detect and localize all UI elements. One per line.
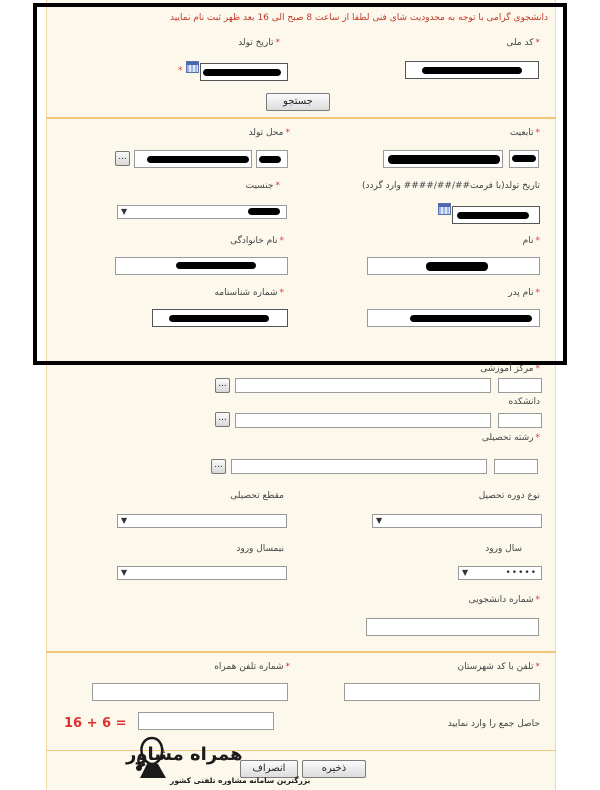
chevron-down-icon: ▼ (121, 516, 128, 525)
field-name-field[interactable] (231, 459, 487, 474)
field-code-field[interactable] (494, 459, 538, 474)
chevron-down-icon: ▼ (462, 568, 469, 577)
course-type-label: نوع دوره تحصیل (478, 491, 540, 501)
degree-label: مقطع تحصیلی (230, 491, 284, 501)
search-button[interactable]: جستجو (266, 93, 330, 111)
entry-year-label: سال ورود (485, 544, 522, 554)
entry-semester-select[interactable] (117, 566, 287, 580)
gender-label: *جنسیت (245, 181, 280, 191)
entry-year-select[interactable]: ▼ ••••• (458, 566, 542, 580)
logo-title: همراه مشاور (126, 744, 243, 765)
first-name-label: *نام (522, 236, 540, 246)
save-button[interactable]: ذخیره (302, 760, 366, 778)
degree-select[interactable] (117, 514, 287, 528)
faculty-code-field[interactable] (498, 413, 542, 428)
entry-semester-label: نیمسال ورود (236, 544, 284, 554)
educational-center-label: *مرکز آموزشی (480, 364, 540, 374)
cancel-button[interactable]: انصراف (240, 760, 298, 778)
student-number-label: *شماره دانشجویی (468, 595, 540, 605)
birth-date-format-label: تاریخ تولد(با فرمت##/##/#### وارد گردد) (361, 181, 540, 191)
phone-label: *تلفن با کد شهرستان (457, 662, 540, 672)
mobile-field[interactable] (92, 683, 288, 701)
birth-place-lookup-button[interactable]: ... (115, 151, 130, 166)
phone-field[interactable] (344, 683, 540, 701)
field-of-study-label: *رشته تحصیلی (481, 433, 540, 443)
center-code-field[interactable] (498, 378, 542, 393)
highlight-frame (33, 3, 567, 365)
captcha-label: حاصل جمع را وارد نمایید (447, 719, 540, 729)
birth-place-label: *محل تولد (248, 128, 290, 138)
faculty-label: دانشکده (508, 397, 540, 407)
father-name-label: *نام پدر (508, 288, 540, 298)
chevron-down-icon: ▼ (121, 568, 128, 577)
mobile-label: *شماره تلفن همراه (214, 662, 290, 672)
course-type-select[interactable] (372, 514, 542, 528)
student-number-field[interactable] (366, 618, 539, 636)
nationality-label: *تابعیت (509, 128, 540, 138)
captcha-expression: 16 + 6 = (64, 716, 127, 731)
national-code-label: *کد ملی (506, 38, 540, 48)
chevron-down-icon: ▼ (376, 516, 383, 525)
center-lookup-button[interactable]: ... (215, 378, 230, 393)
faculty-lookup-button[interactable]: ... (215, 412, 230, 427)
center-name-field[interactable] (235, 378, 491, 393)
chevron-down-icon: ▼ (121, 207, 128, 216)
birth-date-label: *تاریخ تولد (238, 38, 280, 48)
section-divider (46, 651, 556, 653)
id-number-label: *شماره شناسنامه (214, 288, 284, 298)
captcha-answer-field[interactable] (138, 712, 274, 730)
field-lookup-button[interactable]: ... (211, 459, 226, 474)
logo-subtitle: بزرگترین سامانه مشاوره تلفنی کشور (170, 776, 311, 785)
notice-text: دانشجوی گرامی با توجه به محدودیت شای فنی لطفا از ساعت 8 صبح الی 16 بعد ظهر ثبت نام نمایید (170, 13, 548, 23)
last-name-label: *نام خانوادگی (230, 236, 284, 246)
faculty-name-field[interactable] (235, 413, 491, 428)
required-marker: * (178, 66, 183, 76)
